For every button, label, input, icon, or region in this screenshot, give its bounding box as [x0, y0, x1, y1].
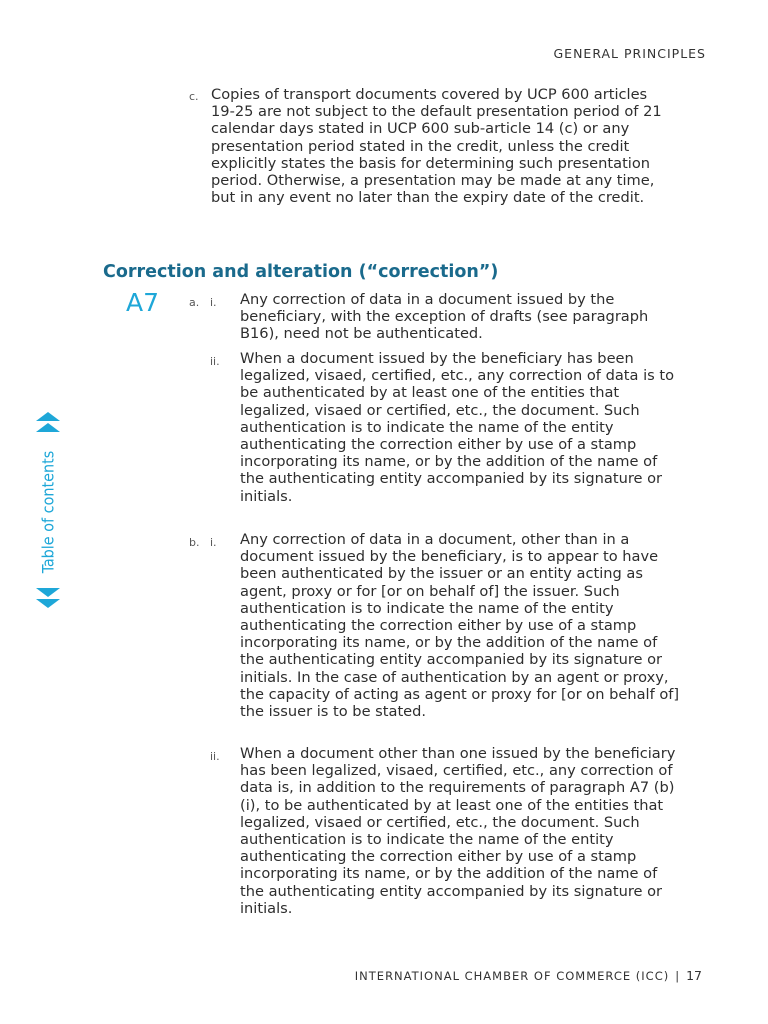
paragraph-a-label: a.: [189, 296, 200, 309]
item-c-text: Copies of transport documents covered by UCP 600 articles 19-25 are not subject to the default presentation period of 21 calendar days stated in UCP 600 sub-article 14 (c) or any presentation period stated in the credit, unless the credit explicitly states the basis for determining such presentation period. Otherwise, a presentation may be made at any time, but in any event no later than the expiry date of the credit.: [211, 86, 662, 207]
footer-separator: |: [675, 969, 681, 983]
section-code: A7: [126, 288, 160, 317]
paragraph-b-i-text: Any correction of data in a document, other than in a document issued by the beneficiary, is to appear to have been authenticated by the issuer or an entity acting as agent, proxy or for [or on behalf of] the issuer. Such authentication is to indicate the name of the entity authenticating the correction either by use of a stamp incorporating its name, or by the addition of the name of the authenticating entity accompanied by its signature or initials. In the case of authentication by an agent or proxy, the capacity of acting as agent or proxy for [or on behalf of] the issuer is to be stated.: [240, 531, 680, 721]
section-heading: Correction and alteration (“correction”): [103, 262, 499, 282]
paragraph-b-label: b.: [189, 536, 200, 549]
paragraph-a-i-text: Any correction of data in a document issued by the beneficiary, with the exception of drafts (see paragraph B16), need not be authenticated.: [240, 291, 649, 343]
paragraph-b-i-label: i.: [210, 536, 217, 549]
table-of-contents-label[interactable]: Table of contents: [38, 450, 58, 574]
page-number: 17: [686, 968, 702, 983]
paragraph-a-i-label: i.: [210, 296, 217, 309]
paragraph-a-ii-label: ii.: [210, 355, 220, 368]
footer: [355, 968, 702, 983]
paragraph-b-ii-text: When a document other than one issued by the beneficiary has been legalized, visaed, certified, etc., any correction of data is, in addition to the requirements of paragraph A7 (b) (i), to be authenticated by at least one of the entities that legalized, visaed or certified, etc., the document. Such authentication is to indicate the name of the entity authenticating the correction either by use of a stamp incorporating its name, or by the addition of the name of the authenticating entity accompanied by its signature or initials.: [240, 745, 676, 917]
paragraph-a-ii-text: When a document issued by the beneficiary has been legalized, visaed, certified, etc., any correction of data is to be authenticated by at least one of the entities that legalized, visaed or certified, etc., the document. Such authentication is to indicate the name of the entity authenticating the correction either by use of a stamp incorporating its name, or by the addition of the name of the authenticating entity accompanied by its signature or initials.: [240, 350, 675, 505]
page-down-icon[interactable]: [36, 588, 60, 610]
paragraph-b-ii-label: ii.: [210, 750, 220, 763]
page-up-icon[interactable]: [36, 412, 60, 434]
item-c-label: c.: [189, 90, 199, 103]
table-of-contents-tab[interactable]: [34, 412, 62, 612]
running-head: GENERAL PRINCIPLES: [553, 46, 706, 61]
footer-publisher: INTERNATIONAL CHAMBER OF COMMERCE (ICC): [354, 969, 670, 983]
